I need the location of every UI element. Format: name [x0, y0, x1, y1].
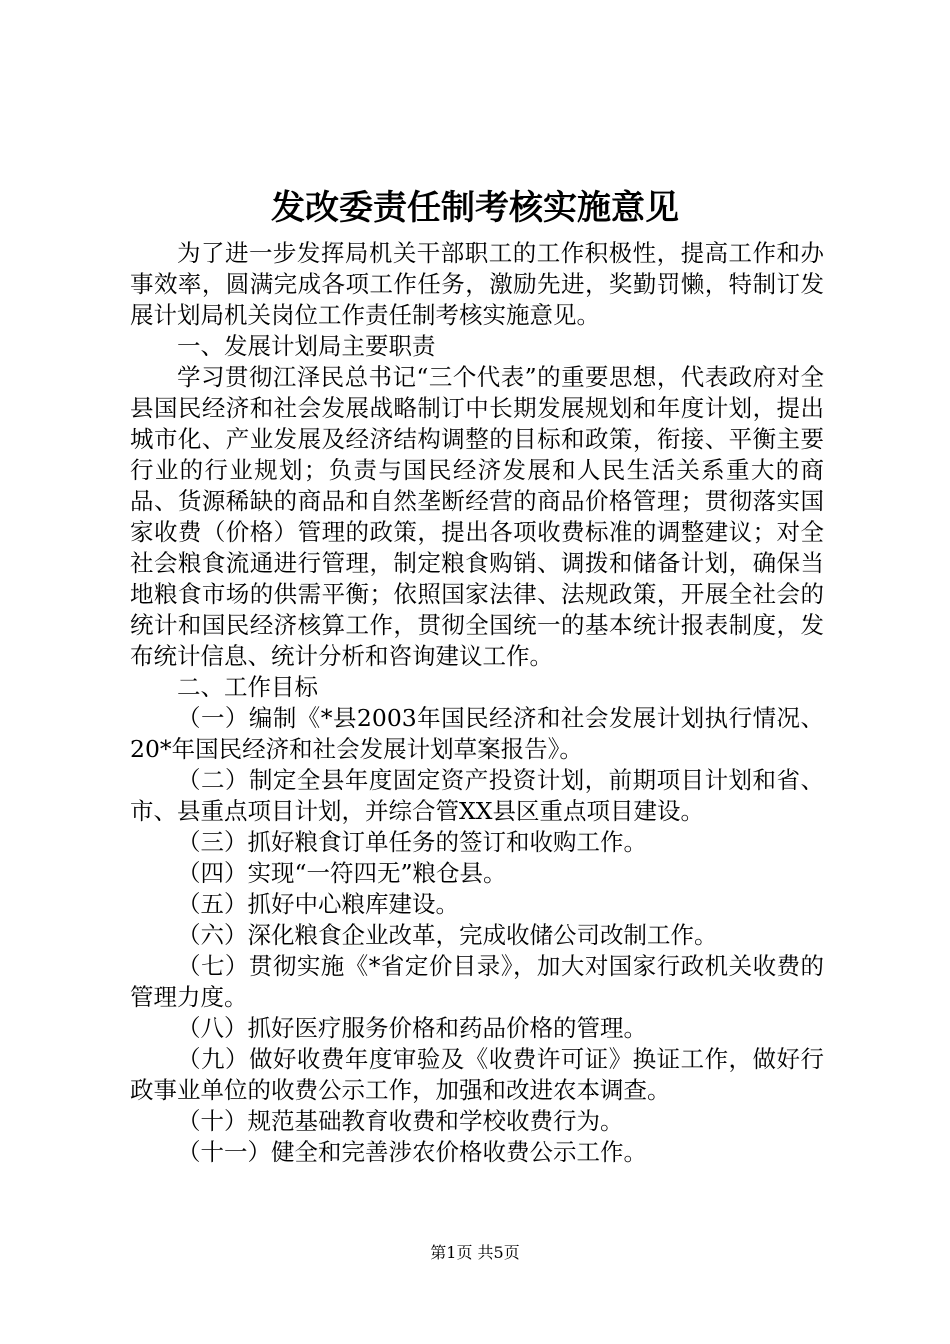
goal-item: （二）制定全县年度固定资产投资计划，前期项目计划和省、市、县重点项目计划，并综合管XX县区重点项目建设。	[130, 766, 824, 825]
goal-item: （九）做好收费年度审验及《收费许可证》换证工作，做好行政事业单位的收费公示工作，加强和改进农本调查。	[130, 1045, 824, 1104]
document-title: 发改委责任制考核实施意见	[271, 188, 679, 228]
goal-item: （十）规范基础教育收费和学校收费行为。	[177, 1107, 624, 1135]
goal-item: （四）实现“一符四无”粮仓县。	[177, 859, 507, 887]
section-heading-goals: 二、工作目标	[177, 673, 318, 701]
page-number-footer: 第1页 共5页	[430, 1243, 520, 1262]
intro-paragraph: 为了进一步发挥局机关干部职工的工作积极性，提高工作和办事效率，圆满完成各项工作任务，激励先进，奖勤罚懒，特制订发展计划局机关岗位工作责任制考核实施意见。	[130, 239, 824, 329]
goal-item: （八）抓好医疗服务价格和药品价格的管理。	[177, 1014, 647, 1042]
goal-item: （六）深化粮食企业改革，完成收储公司改制工作。	[177, 921, 718, 949]
goal-item: （三）抓好粮食订单任务的签订和收购工作。	[177, 828, 647, 856]
duties-paragraph: 学习贯彻江泽民总书记“三个代表”的重要思想，代表政府对全县国民经济和社会发展战略制订中长期发展规划和年度计划，提出城市化、产业发展及经济结构调整的目标和政策，衔接、平衡主要行业的行业规划；负责与国民经济发展和人民生活关系重大的商品、货源稀缺的商品和自然垄断经营的商品价格管理；贯彻落实国家收费（价格）管理的政策，提出各项收费标准的调整建议；对全社会粮食流通进行管理，制定粮食购销、调拨和储备计划，确保当地粮食市场的供需平衡；依照国家法律、法规政策，开展全社会的统计和国民经济核算工作，贯彻全国统一的基本统计报表制度，发布统计信息、统计分析和咨询建议工作。	[130, 363, 824, 670]
goal-item: （一）编制《*县2003年国民经济和社会发展计划执行情况、20*年国民经济和社会发展计划草案报告》。	[130, 704, 824, 763]
document-body	[130, 238, 824, 1168]
goal-item: （十一）健全和完善涉农价格收费公示工作。	[177, 1138, 647, 1166]
section-heading-duties: 一、发展计划局主要职责	[177, 332, 436, 360]
goal-item: （七）贯彻实施《*省定价目录》，加大对国家行政机关收费的管理力度。	[130, 952, 824, 1011]
goal-item: （五）抓好中心粮库建设。	[177, 890, 459, 918]
